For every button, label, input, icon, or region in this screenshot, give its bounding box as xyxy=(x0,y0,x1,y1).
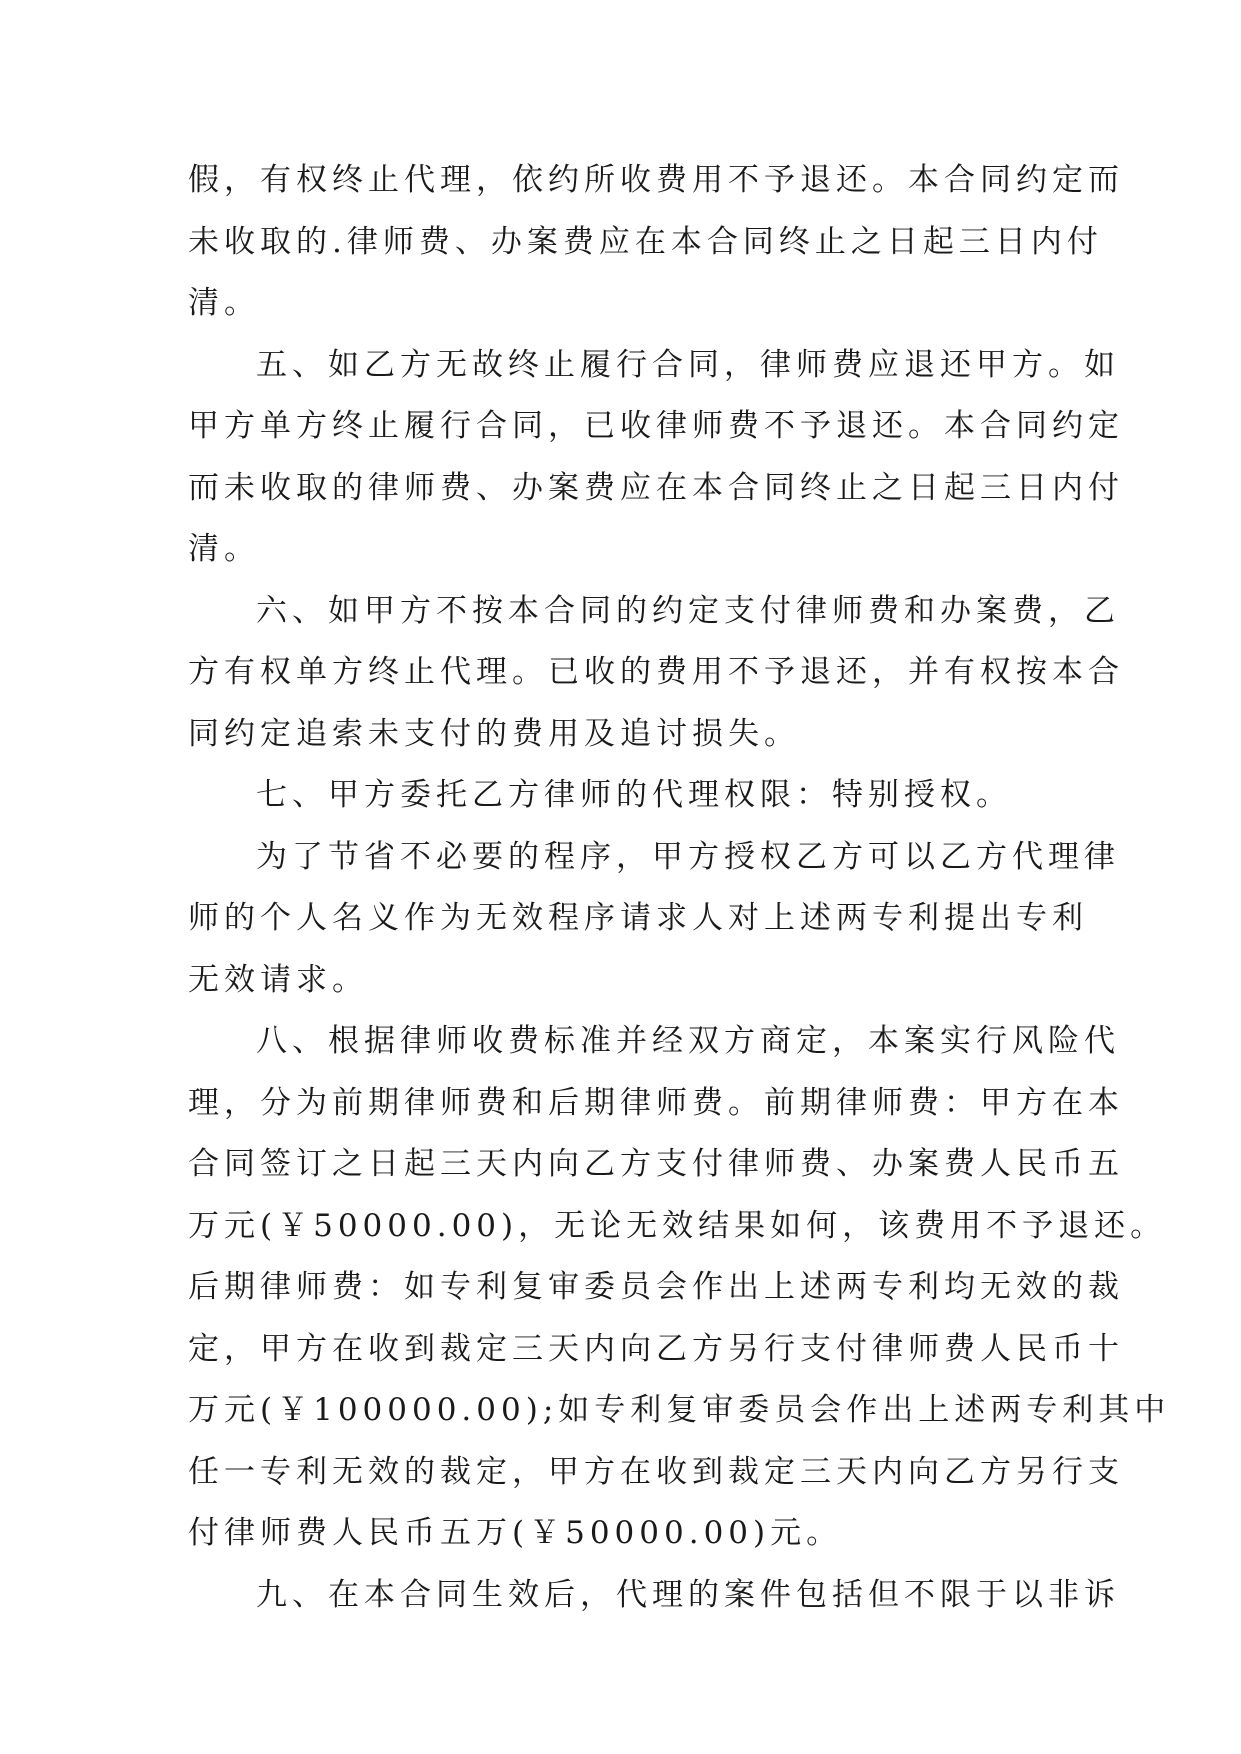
text-line: 无效请求。 xyxy=(188,961,368,998)
text-line: 假，有权终止代理，依约所收费用不予退还。本合同约定而 xyxy=(188,162,1124,198)
text-line: 清。 xyxy=(188,285,260,321)
text-line: 同约定追索未支付的费用及追讨损失。 xyxy=(188,715,800,752)
text-line: 后期律师费：如专利复审委员会作出上述两专利均无效的裁 xyxy=(188,1269,1124,1305)
text-line: 为了节省不必要的程序，甲方授权乙方可以乙方代理律 xyxy=(256,838,1120,875)
text-line: 合同签订之日起三天内向乙方支付律师费、办案费人民币五 xyxy=(188,1146,1124,1182)
text-line: 万元(￥100000.00);如专利复审委员会作出上述两专利其中 xyxy=(188,1392,1171,1428)
text-line: 六、如甲方不按本合同的约定支付律师费和办案费，乙 xyxy=(256,592,1120,629)
text-line: 未收取的.律师费、办案费应在本合同终止之日起三日内付 xyxy=(188,223,1103,260)
paragraph-clause-8 xyxy=(188,1011,1171,1565)
text-line: 清。 xyxy=(188,531,260,567)
text-line: 八、根据律师收费标准并经双方商定，本案实行风险代 xyxy=(256,1023,1120,1059)
text-line: 理，分为前期律师费和后期律师费。前期律师费：甲方在本 xyxy=(188,1084,1124,1121)
paragraph-clause-7 xyxy=(188,765,1058,827)
text-line: 付律师费人民币五万(￥50000.00)元。 xyxy=(188,1515,843,1551)
paragraph-clause-6 xyxy=(188,581,1124,766)
paragraph-clause-5 xyxy=(188,335,1124,581)
text-line: 而未收取的律师费、办案费应在本合同终止之日起三日内付 xyxy=(188,469,1124,506)
paragraph-authorization xyxy=(188,827,1120,1012)
text-line: 方有权单方终止代理。已收的费用不予退还，并有权按本合 xyxy=(188,654,1124,690)
text-line: 任一专利无效的裁定，甲方在收到裁定三天内向乙方另行支 xyxy=(188,1453,1124,1490)
contract-body-text xyxy=(188,150,1171,1626)
text-line: 定，甲方在收到裁定三天内向乙方另行支付律师费人民币十 xyxy=(188,1330,1124,1367)
text-line: 师的个人名义作为无效程序请求人对上述两专利提出专利 xyxy=(188,900,1088,936)
text-line: 七、甲方委托乙方律师的代理权限：特别授权。 xyxy=(256,777,1012,813)
text-line: 甲方单方终止履行合同，已收律师费不予退还。本合同约定 xyxy=(188,408,1124,444)
text-line: 五、如乙方无故终止履行合同，律师费应退还甲方。如 xyxy=(256,346,1120,383)
text-line: 九、在本合同生效后，代理的案件包括但不限于以非诉 xyxy=(256,1576,1120,1613)
text-line: 万元(￥50000.00)，无论无效结果如何，该费用不予退还。 xyxy=(188,1207,1167,1244)
paragraph-clause-9 xyxy=(188,1565,1120,1627)
paragraph-continuation xyxy=(188,150,1124,335)
